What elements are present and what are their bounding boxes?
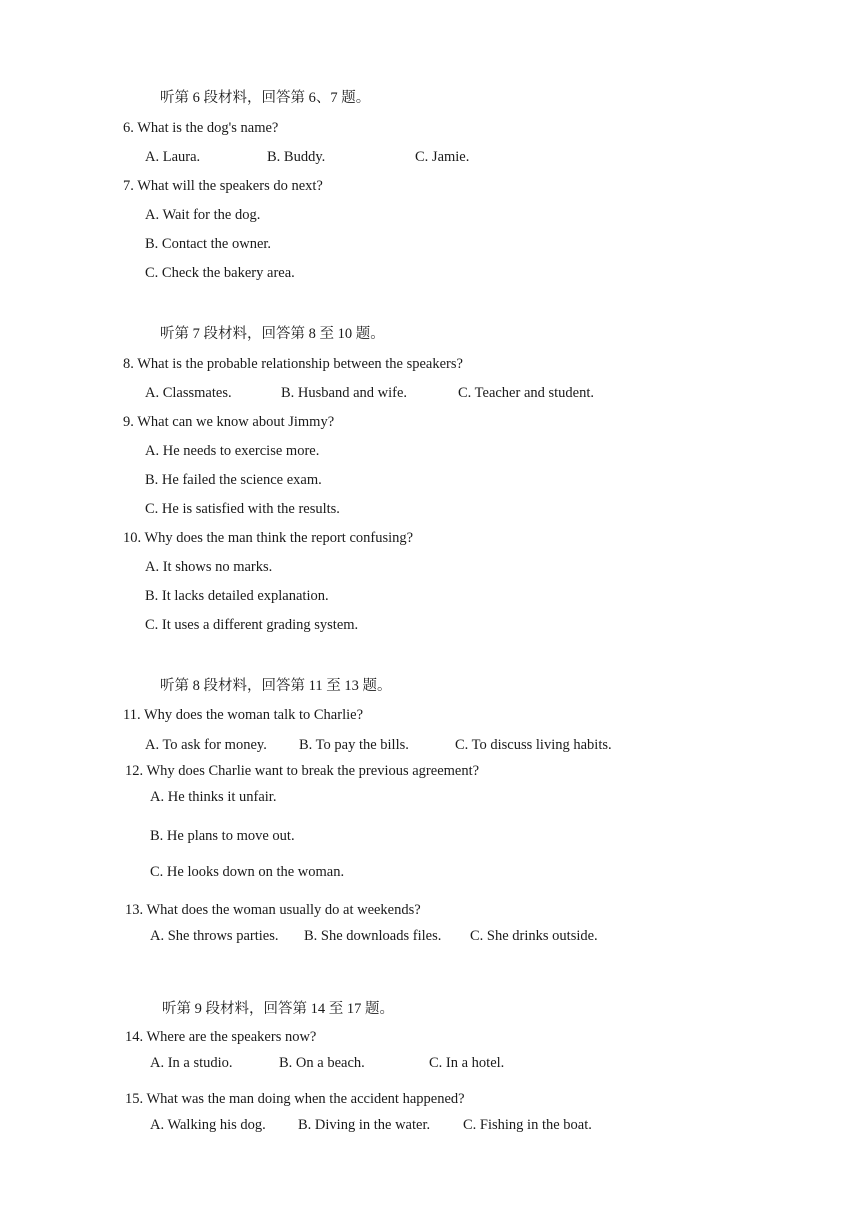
- option-b: B. On a beach.: [279, 1055, 365, 1071]
- option-c: C. Jamie.: [415, 149, 470, 165]
- section-header: 听第 6 段材料，回答第 6、7 题。: [160, 90, 371, 106]
- option-a: A. She throws parties.: [150, 928, 279, 944]
- option-c: C. Teacher and student.: [458, 385, 595, 401]
- option-a: A. To ask for money.: [145, 737, 267, 753]
- option-b: B. Buddy.: [267, 149, 326, 165]
- option-c: C. He is satisfied with the results.: [145, 501, 340, 517]
- section-header: 听第 7 段材料，回答第 8 至 10 题。: [160, 326, 385, 342]
- option-a: A. Classmates.: [145, 385, 232, 401]
- option-b: B. Contact the owner.: [145, 236, 272, 252]
- option-c: C. In a hotel.: [429, 1055, 505, 1071]
- option-a: A. He thinks it unfair.: [150, 789, 277, 805]
- option-c: C. He looks down on the woman.: [150, 864, 345, 880]
- option-b: B. She downloads files.: [304, 928, 442, 944]
- question-stem: 10. Why does the man think the report confusing?: [123, 530, 414, 546]
- option-a: A. Laura.: [145, 149, 201, 165]
- question-stem: 15. What was the man doing when the accident happened?: [125, 1091, 465, 1107]
- option-c: C. Fishing in the boat.: [463, 1117, 592, 1133]
- option-a: A. He needs to exercise more.: [145, 443, 320, 459]
- option-b: B. Husband and wife.: [281, 385, 408, 401]
- option-b: B. He failed the science exam.: [145, 472, 322, 488]
- option-b: B. To pay the bills.: [299, 737, 409, 753]
- section-header: 听第 8 段材料，回答第 11 至 13 题。: [160, 678, 392, 694]
- question-stem: 11. Why does the woman talk to Charlie?: [123, 707, 364, 723]
- option-b: B. Diving in the water.: [298, 1117, 431, 1133]
- option-c: C. Check the bakery area.: [145, 265, 295, 281]
- option-a: A. Wait for the dog.: [145, 207, 261, 223]
- question-stem: 9. What can we know about Jimmy?: [123, 414, 335, 430]
- question-stem: 14. Where are the speakers now?: [125, 1029, 317, 1045]
- question-stem: 13. What does the woman usually do at weekends?: [125, 902, 421, 918]
- option-c: C. It uses a different grading system.: [145, 617, 359, 633]
- option-b: B. He plans to move out.: [150, 828, 295, 844]
- option-a: A. It shows no marks.: [145, 559, 273, 575]
- option-b: B. It lacks detailed explanation.: [145, 588, 329, 604]
- option-a: A. Walking his dog.: [150, 1117, 266, 1133]
- section-header: 听第 9 段材料，回答第 14 至 17 题。: [162, 1001, 394, 1017]
- question-stem: 12. Why does Charlie want to break the previous agreement?: [125, 763, 480, 779]
- option-c: C. To discuss living habits.: [455, 737, 612, 753]
- question-stem: 8. What is the probable relationship between the speakers?: [123, 356, 463, 372]
- option-a: A. In a studio.: [150, 1055, 233, 1071]
- question-stem: 6. What is the dog's name?: [123, 120, 279, 136]
- option-c: C. She drinks outside.: [470, 928, 598, 944]
- question-stem: 7. What will the speakers do next?: [123, 178, 323, 194]
